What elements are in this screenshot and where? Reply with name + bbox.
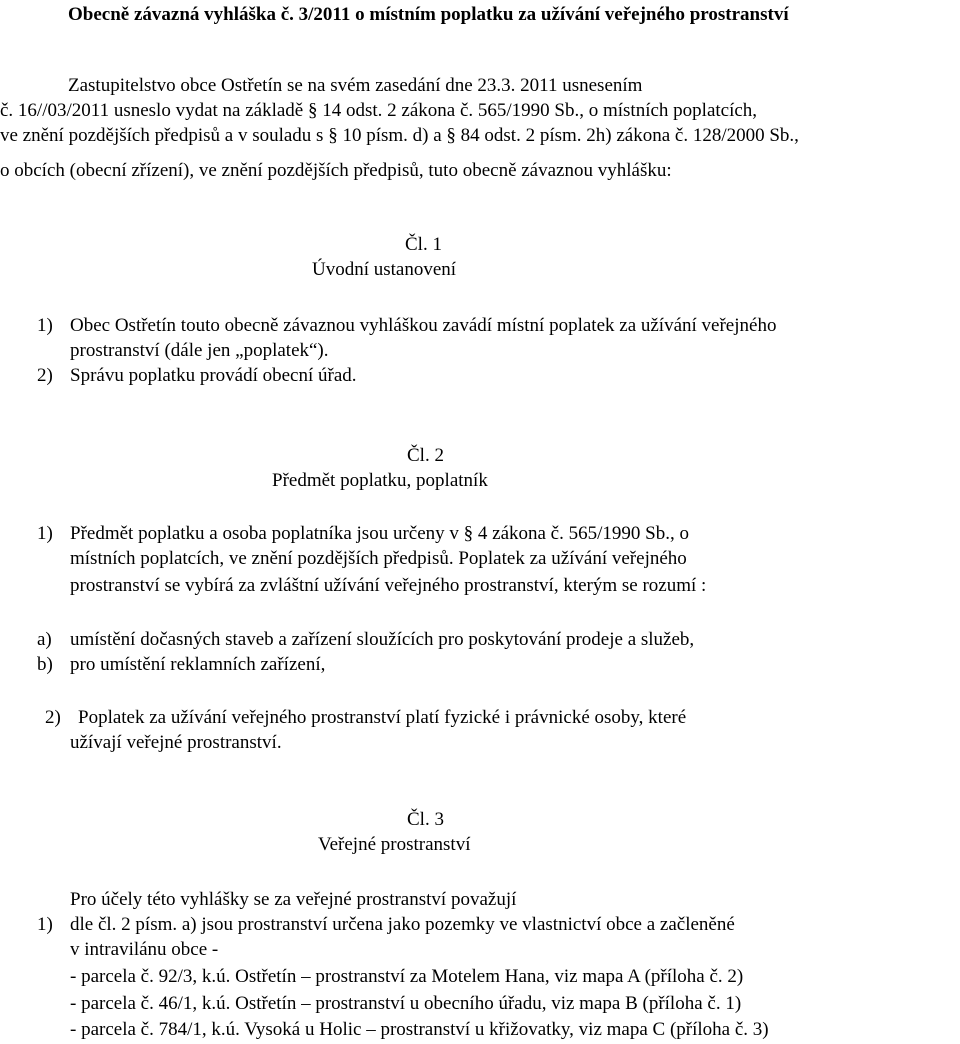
item-text: Obec Ostřetín touto obecně závaznou vyhláškou zavádí místní poplatek za užívání veřejného [70,315,777,336]
item-text: užívají veřejné prostranství. [70,732,282,753]
intro-line: ve znění pozdějších předpisů a v souladu s § 10 písm. d) a § 84 odst. 2 písm. 2h) zákona č. 128/2000 Sb., [0,125,799,146]
letter-text: pro umístění reklamních zařízení, [70,654,326,675]
intro-line: č. 16//03/2011 usneslo vydat na základě § 14 odst. 2 zákona č. 565/1990 Sb., o místních poplatcích, [0,100,758,121]
article-lead: Pro účely této vyhlášky se za veřejné prostranství považují [70,889,517,910]
item-marker: 2) [37,365,53,386]
item-text: Správu poplatku provádí obecní úřad. [70,365,357,386]
article-number: Čl. 2 [407,445,444,466]
letter-marker: a) [37,629,52,650]
item-text: Předmět poplatku a osoba poplatníka jsou určeny v § 4 zákona č. 565/1990 Sb., o [70,523,689,544]
article-heading: Veřejné prostranství [318,834,471,855]
item-marker: 1) [37,315,53,336]
item-text: prostranství (dále jen „poplatek“). [70,340,329,361]
parcel-line: - parcela č. 92/3, k.ú. Ostřetín – prostranství za Motelem Hana, viz mapa A (příloha č. 2) [70,966,744,987]
article-number: Čl. 1 [405,234,442,255]
item-text: v intravilánu obce - [70,939,219,960]
parcel-line: - parcela č. 46/1, k.ú. Ostřetín – prostranství u obecního úřadu, viz mapa B (příloha č. 1) [70,993,742,1014]
item-text: prostranství se vybírá za zvláštní užívání veřejného prostranství, kterým se rozumí : [70,575,707,596]
letter-marker: b) [37,654,53,675]
article-heading: Předmět poplatku, poplatník [272,470,488,491]
item-marker: 2) [45,707,61,728]
parcel-line: - parcela č. 784/1, k.ú. Vysoká u Holic – prostranství u křižovatky, viz mapa C (příloha č. 3) [70,1019,769,1040]
letter-text: umístění dočasných staveb a zařízení sloužících pro poskytování prodeje a služeb, [70,629,695,650]
item-text: Poplatek za užívání veřejného prostranství platí fyzické i právnické osoby, které [78,707,687,728]
item-text: dle čl. 2 písm. a) jsou prostranství určena jako pozemky ve vlastnictví obce a začleněné [70,914,735,935]
intro-line: Zastupitelstvo obce Ostřetín se na svém zasedání dne 23.3. 2011 usnesením [68,75,643,96]
item-marker: 1) [37,914,53,935]
item-marker: 1) [37,523,53,544]
item-text: místních poplatcích, ve znění pozdějších předpisů. Poplatek za užívání veřejného [70,548,687,569]
document-title: Obecně závazná vyhláška č. 3/2011 o místním poplatku za užívání veřejného prostranství [68,4,789,25]
article-number: Čl. 3 [407,809,444,830]
article-heading: Úvodní ustanovení [312,259,457,280]
intro-line: o obcích (obecní zřízení), ve znění pozdějších předpisů, tuto obecně závaznou vyhlášku: [0,160,672,181]
